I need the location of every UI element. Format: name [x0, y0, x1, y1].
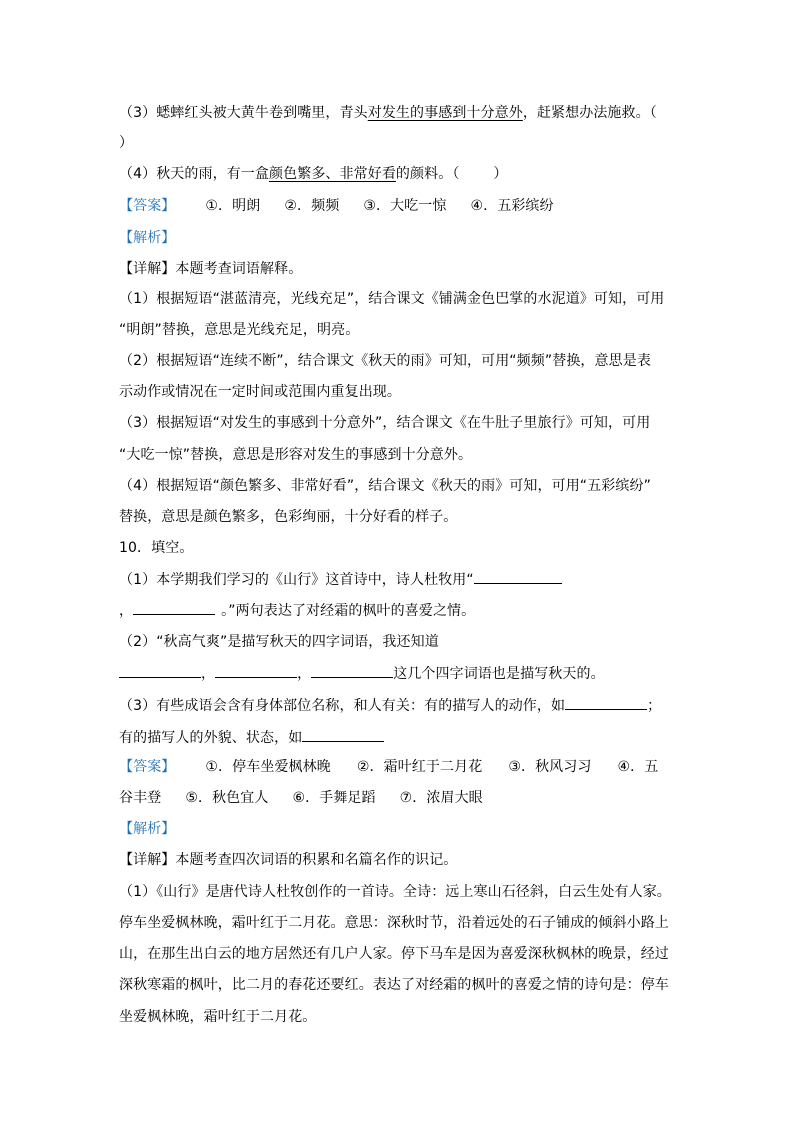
explanation-line: 停车坐爱枫林晚，霜叶红于二月花。意思：深秋时节，沿着远处的石子铺成的倾斜小路上 — [119, 915, 669, 931]
explanation-line: （2）根据短语“连续不断”，结合课文《秋天的雨》可知，可用“频频”替换，意思是表 — [119, 353, 651, 369]
explanation-line: 示动作或情况在一定时间或范围内重复出现。 — [119, 384, 401, 400]
text: （3）蟋蟀红头被大黄牛卷到嘴里，青头 — [119, 105, 368, 121]
explanation-line: （4）根据短语“颜色繁多、非常好看”，结合课文《秋天的雨》可知，可用“五彩缤纷” — [119, 478, 651, 494]
explanation-line: 深秋寒霜的枫叶，比二月的春花还要红。表达了对经霜的枫叶的喜爱之情的诗句是：停车 — [119, 977, 669, 993]
answer-blank[interactable] — [311, 663, 393, 678]
answer-blank[interactable] — [565, 695, 647, 710]
q10-answer-line — [119, 757, 658, 777]
text: ， — [297, 666, 312, 682]
text: 的颜料。（ — [395, 166, 460, 182]
answer-item: ①．停车坐爱枫林晚 — [205, 759, 331, 775]
explanation-line: （1）《山行》是唐代诗人杜牧创作的一首诗。全诗：远上寒山石径斜，白云生处有人家。 — [119, 884, 671, 900]
explanation-line: 山，在那生出白云的地方居然还有几户人家。停下马车是因为喜爱深秋枫林的晚景，经过 — [119, 946, 669, 962]
q10-item1-line — [119, 569, 562, 590]
analysis-label: 【解析】 — [119, 230, 176, 246]
answer-blank[interactable] — [302, 727, 384, 742]
analysis-label: 【解析】 — [119, 821, 176, 837]
text: 这几个四字词语也是描写秋天的。 — [393, 666, 605, 682]
text: ，赶紧想办法施救。（ — [522, 105, 657, 121]
text: （1）本学期我们学习的《山行》这首诗中，诗人杜牧用“ — [119, 572, 474, 588]
q10-item3-line2 — [119, 727, 384, 748]
q10-title: 10．填空。 — [119, 540, 194, 556]
answer-item: ④．五彩缤纷 — [470, 198, 554, 214]
answer-item: ④．五 — [617, 759, 659, 775]
explanation-line: 坐爱枫林晚，霜叶红于二月花。 — [119, 1009, 317, 1025]
text: （4）秋天的雨，有一盒 — [119, 166, 270, 182]
text: 有的描写人的外貌、状态，如 — [119, 730, 303, 746]
q10-item2-line2 — [119, 663, 605, 684]
answer-blank[interactable] — [474, 569, 562, 584]
text: 。”两句表达了对经霜的枫叶的喜爱之情。 — [221, 603, 476, 619]
explanation-line: “大吃一惊”替换，意思是形容对发生的事感到十分意外。 — [119, 447, 473, 463]
q9-answer-line — [119, 196, 554, 216]
answer-item: ②．频频 — [284, 198, 340, 214]
detail-line: 【详解】本题考查词语解释。 — [119, 261, 303, 277]
answer-item: ⑤．秋色宜人 — [185, 790, 269, 806]
q9-item3-line — [119, 103, 657, 123]
answer-label: 【答案】 — [119, 198, 176, 214]
text: ， — [119, 603, 134, 619]
q10-item1-line2 — [119, 600, 475, 621]
answer-item: ⑦．浓眉大眼 — [399, 790, 483, 806]
answer-blank[interactable] — [119, 663, 201, 678]
answer-blank[interactable] — [215, 663, 297, 678]
answer-blank[interactable] — [133, 600, 215, 615]
explanation-line: “明朗”替换，意思是光线充足，明亮。 — [119, 322, 360, 338]
q10-item2-line: （2）“秋高气爽”是描写秋天的四字词语，我还知道 — [119, 634, 439, 650]
text: （3）有些成语会含有身体部位名称，和人有关：有的描写人的动作，如 — [119, 698, 566, 714]
underlined-phrase: 颜色繁多、非常好看 — [269, 166, 396, 182]
detail-line: 【详解】本题考查四次词语的积累和名篇名作的识记。 — [119, 852, 458, 868]
answer-item: ⑥．手舞足蹈 — [292, 790, 376, 806]
underlined-phrase: 对发生的事感到十分意外 — [367, 105, 523, 121]
text: ； — [647, 698, 662, 714]
answer-item: 谷丰登 — [119, 790, 162, 806]
q10-item3-line — [119, 695, 661, 716]
explanation-line: （1）根据短语“湛蓝清亮，光线充足”，结合课文《铺满金色巴掌的水泥道》可知，可用 — [119, 291, 665, 307]
explanation-line: 替换，意思是颜色繁多，色彩绚丽，十分好看的样子。 — [119, 509, 458, 525]
answer-item: ③．大吃一惊 — [363, 198, 447, 214]
answer-item: ③．秋风习习 — [508, 759, 592, 775]
q10-answer-line2 — [119, 788, 483, 808]
q9-item4-line — [119, 164, 508, 184]
explanation-line: （3）根据短语“对发生的事感到十分意外”，结合课文《在牛肚子里旅行》可知，可用 — [119, 415, 651, 431]
text: ， — [201, 666, 216, 682]
answer-label: 【答案】 — [119, 759, 176, 775]
text: ） — [493, 166, 508, 182]
answer-item: ②．霜叶红于二月花 — [356, 759, 483, 775]
q9-item3-close: ） — [119, 135, 134, 151]
answer-item: ①．明朗 — [205, 198, 261, 214]
